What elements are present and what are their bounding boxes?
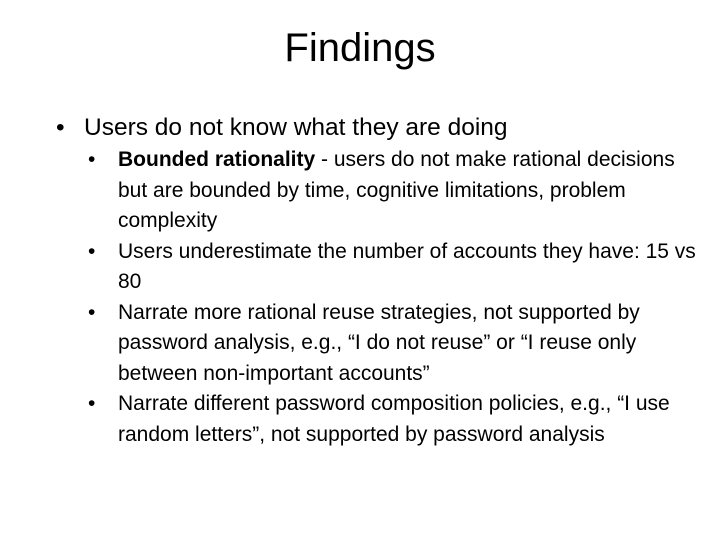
bullet-marker: • — [88, 300, 96, 324]
bullet-marker: • — [88, 148, 96, 171]
main-bullet-text: Users do not know what they are doing — [84, 114, 508, 141]
sub-bullet-bold-text: Bounded rationality — [118, 148, 316, 171]
slide-title: Findings — [284, 26, 436, 70]
main-bullet-item — [56, 111, 696, 450]
sub-bullet-text: - users do not make rational decisions but are bounded by time, cognitive limitations, problem complexity — [118, 148, 675, 232]
bullet-list — [56, 111, 696, 450]
sub-bullet-item — [88, 145, 698, 237]
sub-bullet-text: Users underestimate the number of accounts they have: 15 vs 80 — [118, 239, 696, 293]
sub-bullet-item — [88, 298, 698, 390]
sub-bullet-item — [88, 237, 698, 298]
sub-bullet-text: Narrate more rational reuse strategies, not supported by password analysis, e.g., “I do not reuse” or “I reuse only between non-important accounts” — [118, 300, 640, 385]
sub-bullet-list — [88, 145, 696, 450]
sub-bullet-item — [88, 389, 698, 450]
bullet-marker: • — [88, 392, 96, 415]
bullet-marker: • — [56, 114, 65, 141]
bullet-marker: • — [88, 239, 96, 263]
sub-bullet-text: Narrate different password composition policies, e.g., “I use random letters”, not supported by password analysis — [118, 392, 670, 446]
